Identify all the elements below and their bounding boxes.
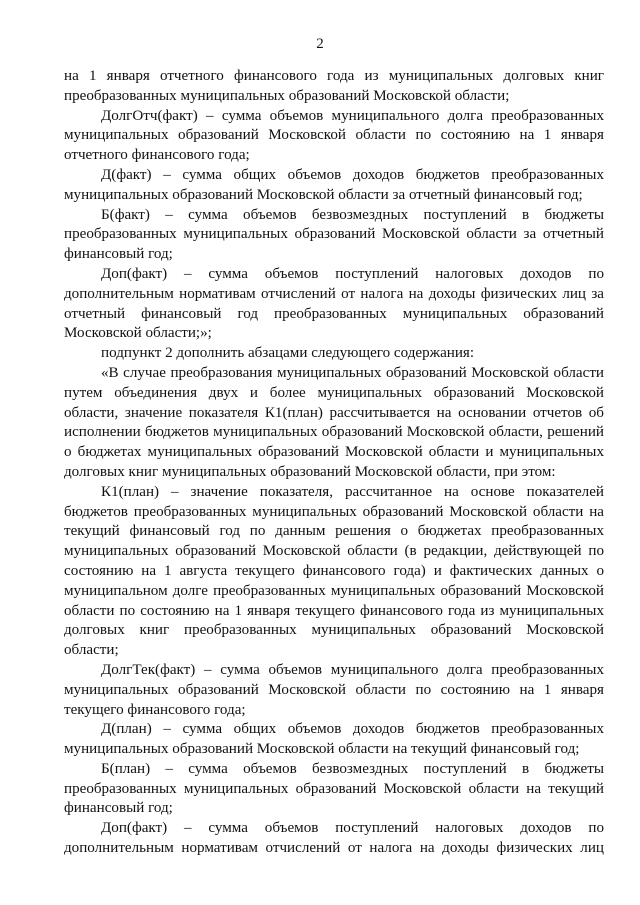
paragraph-dop-fakt-current: Доп(факт) – сумма объемов поступлений налоговых доходов по дополнительным нормативам отчислений от налога на доходы физических лиц	[64, 820, 604, 857]
paragraph-d-plan: Д(план) – сумма общих объемов доходов бюджетов преобразованных муниципальных образований Московской области на текущий финансовый год;	[64, 721, 604, 758]
document-body	[64, 67, 604, 859]
paragraph-dolgotch-fakt: ДолгОтч(факт) – сумма объемов муниципального долга преобразованных муниципальных образований Московской области по состоянию на 1 января отчетного финансового года;	[64, 107, 604, 164]
paragraph-dolgtek-fakt: ДолгТек(факт) – сумма объемов муниципального долга преобразованных муниципальных образований Московской области по состоянию на 1 января текущего финансового года;	[64, 661, 604, 718]
page-number: 2	[316, 36, 324, 52]
paragraph-k1-plan: К1(план) – значение показателя, рассчитанное на основе показателей бюджетов преобразованных муниципальных образований Московской области на текущий финансовый год по данным решения о бюджетах преобразованных муниципальных образований Московской области (в редакции, действующей по состоянию на 1 августа текущего финансового года) и фактических данных о муниципальном долге преобразованных муниципальных образований Московской области по состоянию на 1 января текущего финансового года из муниципальных долговых книг преобразованных муниципальных образований Московской области;	[64, 483, 604, 659]
paragraph-b-fakt: Б(факт) – сумма объемов безвозмездных поступлений в бюджеты преобразованных муниципальных образований Московской области за отчетный финансовый год;	[64, 206, 604, 263]
paragraph-d-fakt: Д(факт) – сумма общих объемов доходов бюджетов преобразованных муниципальных образований Московской области за отчетный финансовый год;	[64, 166, 604, 203]
paragraph-transformation-case: «В случае преобразования муниципальных образований Московской области путем объединения двух и более муниципальных образований Московской области, значение показателя К1(план) рассчитывается на основании отчетов об исполнении бюджетов муниципальных образований Московской области, решений о бюджетах муниципальных образований Московской области и муниципальных долговых книг муниципальных образований Московской области, при этом:	[64, 364, 604, 480]
paragraph-dop-fakt: Доп(факт) – сумма объемов поступлений налоговых доходов по дополнительным нормативам отчислений от налога на доходы физических лиц за отчетный финансовый год преобразованных муниципальных образований Московской области;»;	[64, 265, 604, 342]
paragraph-b-plan: Б(план) – сумма объемов безвозмездных поступлений в бюджеты преобразованных муниципальных образований Московской области на текущий финансовый год;	[64, 760, 604, 817]
paragraph-subpoint-2: подпункт 2 дополнить абзацами следующего содержания:	[101, 345, 475, 362]
paragraph-continuation: на 1 января отчетного финансового года из муниципальных долговых книг преобразованных муниципальных образований Московской области;	[64, 68, 604, 104]
